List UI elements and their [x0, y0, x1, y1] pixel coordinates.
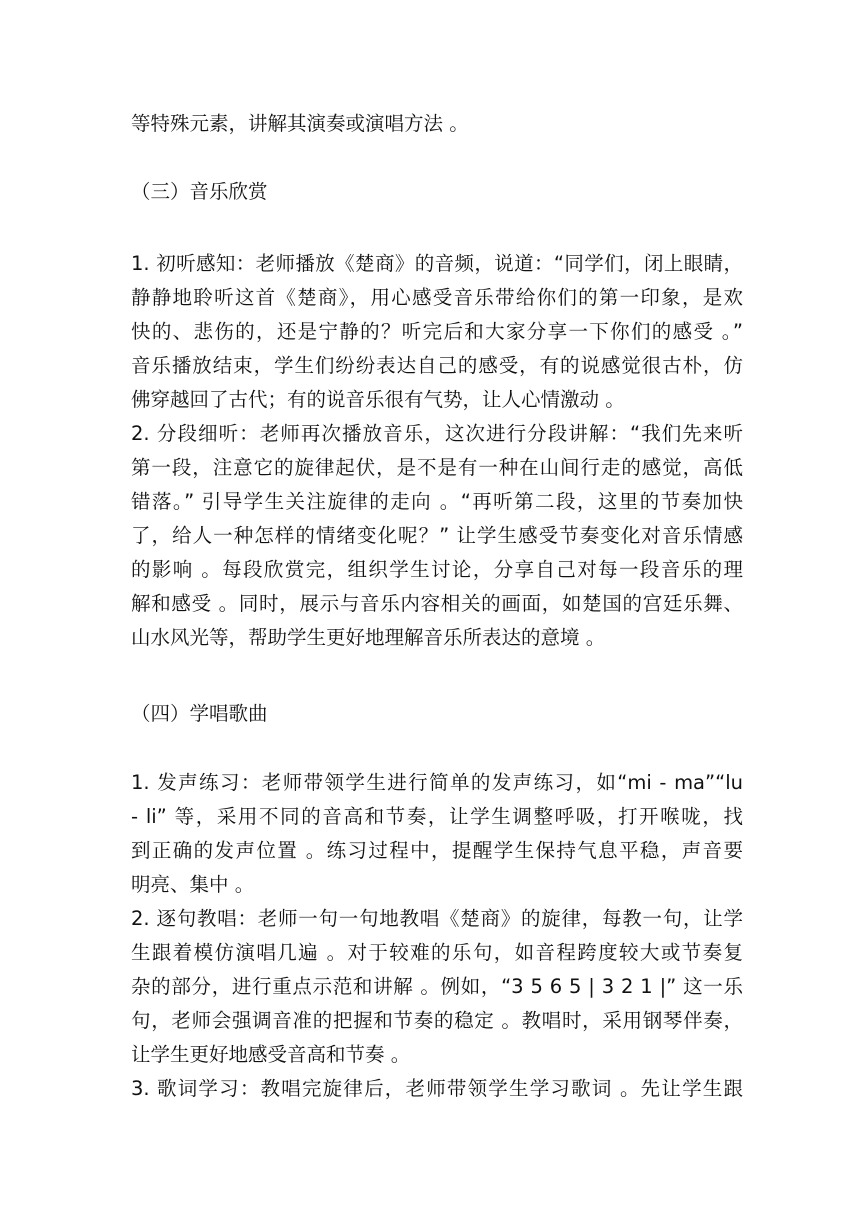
paragraph-line: 3. 歌词学习：教唱完旋律后，老师带领学生学习歌词 。先让学生跟 — [131, 1077, 743, 1100]
paragraph-line: 句，老师会强调音准的把握和节奏的稳定 。教唱时，采用钢琴伴奏， — [131, 1009, 743, 1032]
paragraph-line: 解和感受 。同时，展示与音乐内容相关的画面，如楚国的宫廷乐舞、 — [131, 592, 743, 615]
paragraph-line: 等特殊元素，讲解其演奏或演唱方法 。 — [131, 112, 469, 135]
paragraph-line: 快的、悲伤的，还是宁静的？听完后和大家分享一下你们的感受 。” — [131, 320, 743, 343]
paragraph-line: 到正确的发声位置 。练习过程中，提醒学生保持气息平稳，声音要 — [131, 839, 743, 862]
paragraph-line: 佛穿越回了古代；有的说音乐很有气势，让人心情激动 。 — [131, 388, 625, 411]
paragraph-line: 第一段，注意它的旋律起伏，是不是有一种在山间行走的感觉，高低 — [131, 456, 743, 479]
paragraph-line: 静静地聆听这首《楚商》，用心感受音乐带给你们的第一印象，是欢 — [131, 286, 743, 309]
paragraph-line: 明亮、集中 。 — [131, 873, 255, 896]
paragraph-line: 生跟着模仿演唱几遍 。对于较难的乐句，如音程跨度较大或节奏复 — [131, 941, 743, 964]
paragraph-line: 了，给人一种怎样的情绪变化呢？” 让学生感受节奏变化对音乐情感 — [131, 524, 743, 547]
paragraph-line: 山水风光等，帮助学生更好地理解音乐所表达的意境 。 — [131, 626, 606, 649]
paragraph-line: 错落。” 引导学生关注旋律的走向 。“再听第二段，这里的节奏加快 — [131, 490, 743, 513]
paragraph-line: 2. 逐句教唱：老师一句一句地教唱《楚商》的旋律，每教一句，让学 — [131, 907, 743, 930]
paragraph-line: 让学生更好地感受音高和节奏 。 — [131, 1043, 411, 1066]
paragraph-line: 2. 分段细听：老师再次播放音乐，这次进行分段讲解：“我们先来听 — [131, 422, 743, 445]
section-heading: （三）音乐欣赏 — [131, 180, 268, 203]
paragraph-line: 的影响 。每段欣赏完，组织学生讨论，分享自己对每一段音乐的理 — [131, 558, 743, 581]
section-heading: （四）学唱歌曲 — [131, 702, 268, 725]
paragraph-line: 音乐播放结束，学生们纷纷表达自己的感受，有的说感觉很古朴，仿 — [131, 354, 743, 377]
paragraph-line: 1. 初听感知：老师播放《楚商》的音频，说道：“同学们，闭上眼睛， — [131, 252, 743, 275]
paragraph-line: 1. 发声练习：老师带领学生进行简单的发声练习，如“mi - ma”“lu — [131, 771, 743, 794]
paragraph-line: 杂的部分，进行重点示范和讲解 。例如，“3 5 6 5 | 3 2 1 |” 这一乐 — [131, 975, 743, 998]
paragraph-line: - li” 等，采用不同的音高和节奏，让学生调整呼吸，打开喉咙，找 — [131, 805, 743, 828]
